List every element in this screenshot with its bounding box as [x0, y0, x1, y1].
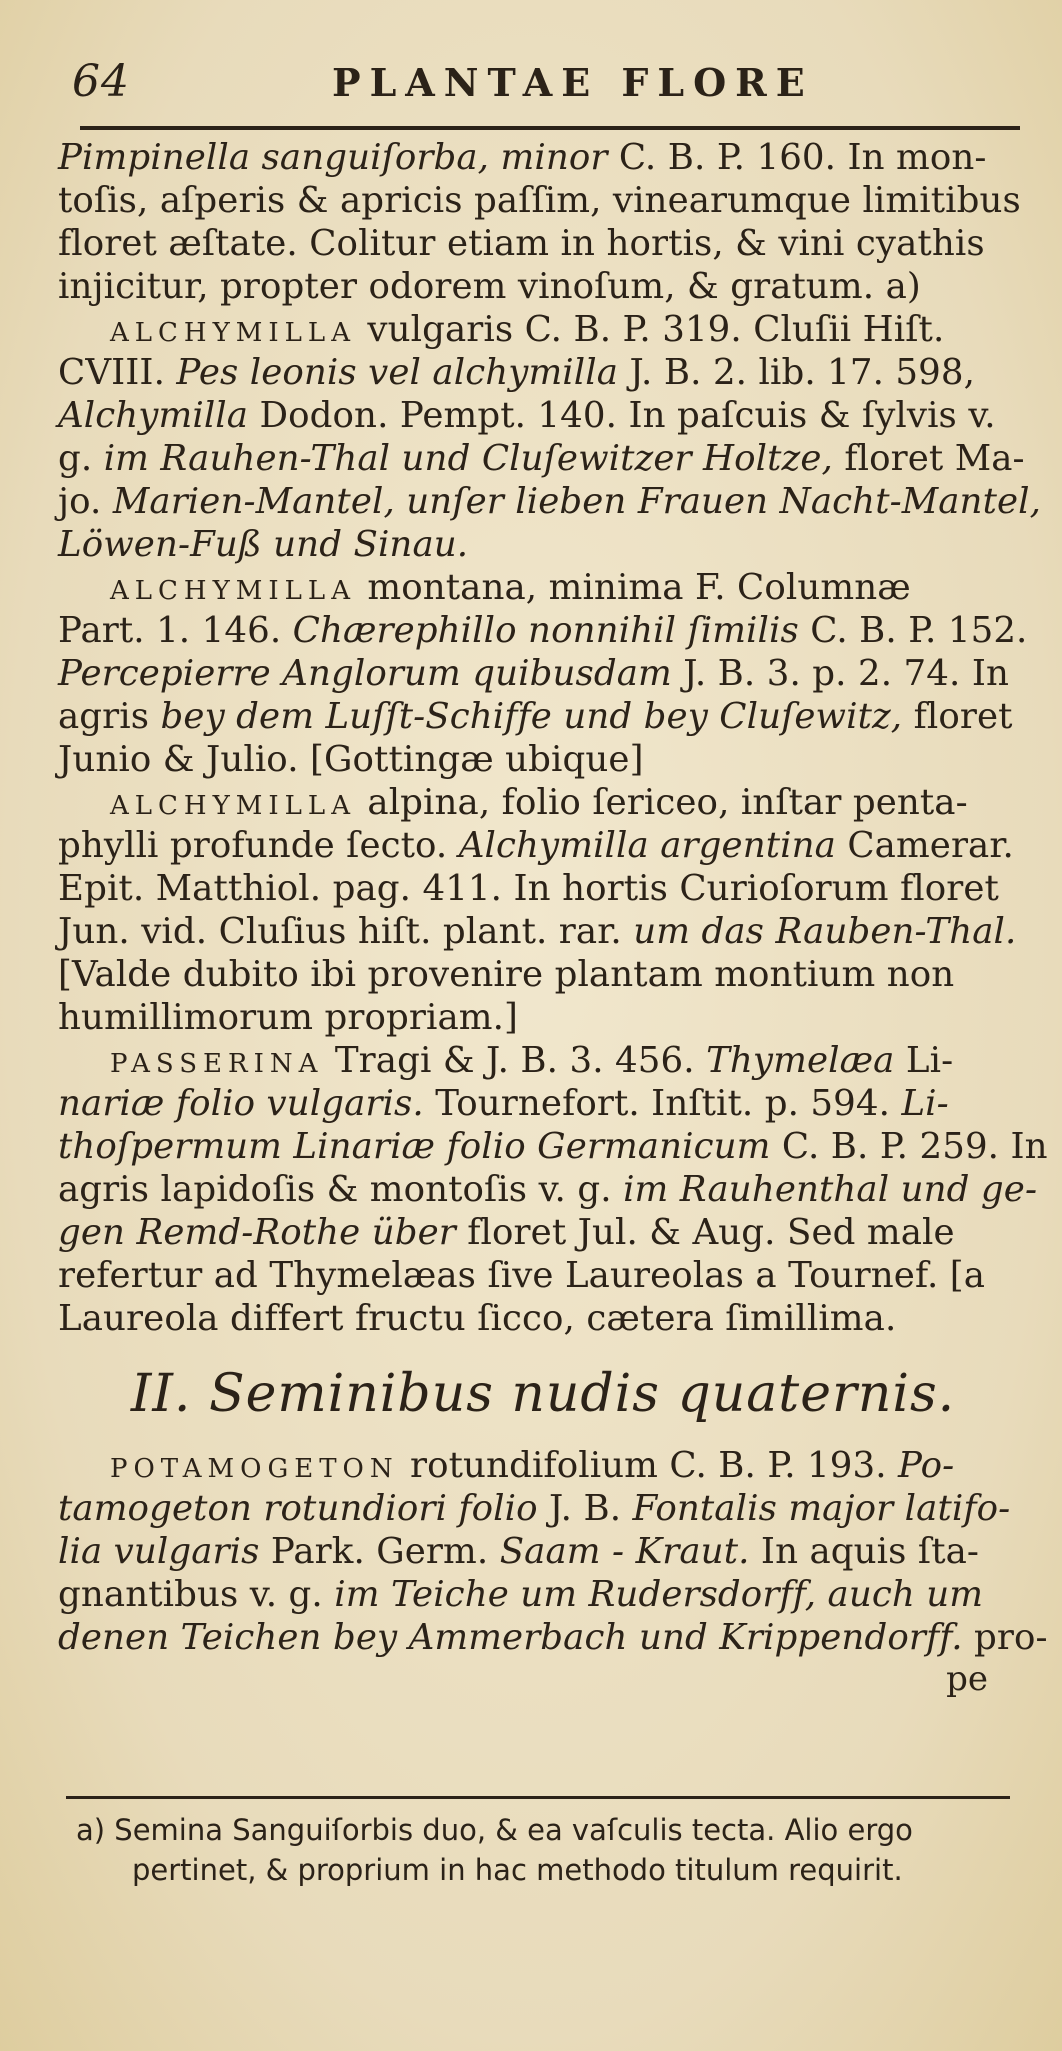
- text-segment: Chærephillo nonnihil ſimilis: [292, 610, 799, 651]
- text-line: [58, 179, 1028, 222]
- text-line: [58, 523, 1028, 566]
- text-segment: Tragi & J. B. 3. 456.: [323, 1040, 707, 1081]
- text-segment: injicitur, propter odorem vinoſum, & gratum. a): [58, 266, 921, 307]
- text-segment: Li-: [901, 1083, 949, 1124]
- text-line: [58, 910, 1028, 953]
- text-line: [58, 394, 1028, 437]
- text-line: [58, 1487, 1028, 1530]
- text-line: [58, 953, 1028, 996]
- footnote-line: pertinet, & proprium in hac methodo titulum requirit.: [132, 1853, 903, 1887]
- text-line: [58, 308, 1028, 351]
- plant-genus-name: ALCHYMILLA: [110, 318, 356, 348]
- text-line: [58, 738, 1028, 781]
- text-line: [58, 437, 1028, 480]
- text-segment: C. B. P. 259. In: [770, 1126, 1048, 1167]
- footnote: [76, 1810, 1006, 1890]
- text-line: [58, 652, 1028, 695]
- text-segment: denen Teichen bey Ammerbach und Krippendorff.: [58, 1617, 963, 1658]
- text-segment: C. B. P. 152.: [798, 610, 1028, 651]
- text-segment: gen Remd-Rothe über: [58, 1212, 456, 1253]
- text-segment: Jun. vid. Cluſius hiſt. plant. rar.: [58, 911, 634, 952]
- text-line: [58, 1168, 1038, 1211]
- text-segment: floret æſtate. Colitur etiam in hortis, & vini cyathis: [58, 223, 985, 264]
- text-line: [58, 1082, 1028, 1125]
- text-segment: J. B. 2. lib. 17. 598,: [618, 352, 976, 393]
- text-segment: phylli profunde ſecto.: [58, 825, 459, 866]
- text-segment: Camerar.: [835, 825, 1014, 866]
- text-segment: Pimpinella sanguiſorba, minor: [58, 137, 608, 178]
- text-line: [58, 222, 1028, 265]
- text-segment: thoſpermum Linariæ folio Germanicum: [58, 1126, 771, 1167]
- text-segment: um das Rauben-Thal.: [633, 911, 1017, 952]
- text-line: [58, 824, 1028, 867]
- text-line: [58, 566, 1028, 609]
- text-line: [58, 1254, 1028, 1297]
- text-segment: Thymelæa: [706, 1040, 895, 1081]
- text-segment: CVIII.: [58, 352, 177, 393]
- text-segment: Li-: [894, 1040, 954, 1081]
- text-line: [58, 1444, 1028, 1487]
- text-line: [58, 1039, 1028, 1082]
- text-segment: im Rauhen-Thal und Cluſewitzer Holtze,: [103, 438, 833, 479]
- text-segment: montana, minima F. Columnæ: [355, 567, 911, 608]
- main-text: [58, 136, 1048, 1699]
- text-line: [58, 351, 1028, 394]
- text-segment: agris lapidoſis & montoſis v. g.: [58, 1169, 624, 1210]
- text-segment: g.: [58, 438, 104, 479]
- text-line: [58, 996, 1028, 1039]
- text-segment: im Teiche um Rudersdorff, auch um: [334, 1574, 984, 1615]
- page-number: 64: [72, 56, 130, 107]
- text-segment: vulgaris C. B. P. 319. Cluſii Hiſt.: [355, 309, 945, 350]
- text-line: [58, 1125, 1048, 1168]
- text-line: [58, 781, 1028, 824]
- text-segment: rotundifolium C. B. P. 193.: [398, 1445, 899, 1486]
- text-segment: Percepierre Anglorum quibusdam: [58, 653, 672, 694]
- text-segment: Pes leonis vel alchymilla: [176, 352, 619, 393]
- text-segment: Fontalis major latifo-: [632, 1488, 1011, 1529]
- plant-genus-name: ALCHYMILLA: [110, 791, 356, 821]
- text-line: [58, 136, 1028, 179]
- text-segment: Part. 1. 146.: [58, 610, 293, 651]
- text-line: [58, 1211, 1028, 1254]
- text-segment: bey dem Luſſt-Schiffe und bey Cluſewitz,: [160, 696, 903, 737]
- text-segment: C. B. P. 160. In mon-: [607, 137, 987, 178]
- text-segment: [Valde dubito ibi provenire plantam montium non: [58, 954, 955, 995]
- text-segment: pro-: [962, 1617, 1048, 1658]
- text-segment: tamogeton rotundiori folio: [58, 1488, 538, 1529]
- text-line: [58, 1530, 1028, 1573]
- running-head: [64, 52, 1004, 112]
- text-segment: Alchymilla argentina: [458, 825, 836, 866]
- text-line: [58, 1297, 1028, 1340]
- text-segment: Saam - Kraut.: [499, 1531, 750, 1572]
- body-paragraphs: [58, 136, 1048, 1340]
- text-segment: Marien-Mantel, unſer lieben Frauen Nacht-Mantel,: [112, 481, 1042, 522]
- text-segment: Tournefort. Inſtit. p. 594.: [423, 1083, 902, 1124]
- text-segment: Epit. Matthiol. pag. 411. In hortis Curioſorum floret: [58, 868, 999, 909]
- plant-genus-name: ALCHYMILLA: [110, 576, 356, 606]
- section-heading: II. Seminibus nudis quaternis.: [130, 1364, 956, 1424]
- text-line: [58, 609, 1028, 652]
- text-segment: im Rauhenthal und ge-: [623, 1169, 1038, 1210]
- header-rule: [80, 126, 1020, 130]
- text-segment: jo.: [58, 481, 113, 522]
- text-segment: floret Jul. & Aug. Sed male: [455, 1212, 955, 1253]
- running-title: PLANTAE FLORE: [332, 60, 814, 105]
- text-line: [58, 480, 1042, 523]
- text-line: [58, 867, 1028, 910]
- text-segment: gnantibus v. g.: [58, 1574, 335, 1615]
- plant-genus-name: POTAMOGETON: [110, 1454, 399, 1484]
- text-segment: humillimorum propriam.]: [58, 997, 519, 1038]
- text-segment: In aquis ſta-: [749, 1531, 980, 1572]
- text-line: [58, 1616, 1048, 1659]
- text-segment: lia vulgaris: [58, 1531, 260, 1572]
- text-segment: J. B.: [537, 1488, 633, 1529]
- text-segment: Po-: [898, 1445, 955, 1486]
- text-line: [58, 1573, 1028, 1616]
- text-segment: Alchymilla: [58, 395, 249, 436]
- text-line: [58, 695, 1028, 738]
- text-line: [58, 265, 1028, 308]
- section-paragraph: [58, 1444, 1048, 1659]
- text-segment: agris: [58, 696, 161, 737]
- text-segment: alpina, folio ſericeo, inſtar penta-: [355, 782, 968, 823]
- footnote-line: a) Semina Sanguiſorbis duo, & ea vaſculis tecta. Alio ergo: [76, 1813, 913, 1847]
- text-segment: floret Ma-: [832, 438, 1025, 479]
- text-segment: Park. Germ.: [259, 1531, 500, 1572]
- text-segment: Dodon. Pempt. 140. In paſcuis & ſylvis v.: [248, 395, 996, 436]
- catchword: pe: [946, 1659, 988, 1699]
- text-segment: floret: [902, 696, 1013, 737]
- text-segment: refertur ad Thymelæas ſive Laureolas a Tournef. [a: [58, 1255, 986, 1296]
- text-segment: Laureola differt fructu ſicco, cætera ſimillima.: [58, 1298, 897, 1339]
- footnote-rule: [66, 1796, 1010, 1799]
- text-segment: J. B. 3. p. 2. 74. In: [671, 653, 1010, 694]
- text-segment: Junio & Julio. [Gottingæ ubique]: [58, 739, 644, 780]
- text-segment: Löwen-Fuß und Sinau.: [58, 524, 469, 565]
- plant-genus-name: PASSERINA: [110, 1049, 324, 1079]
- text-segment: toſis, aſperis & apricis paſſim, vinearumque limitibus: [58, 180, 1021, 221]
- text-segment: nariæ folio vulgaris.: [58, 1083, 424, 1124]
